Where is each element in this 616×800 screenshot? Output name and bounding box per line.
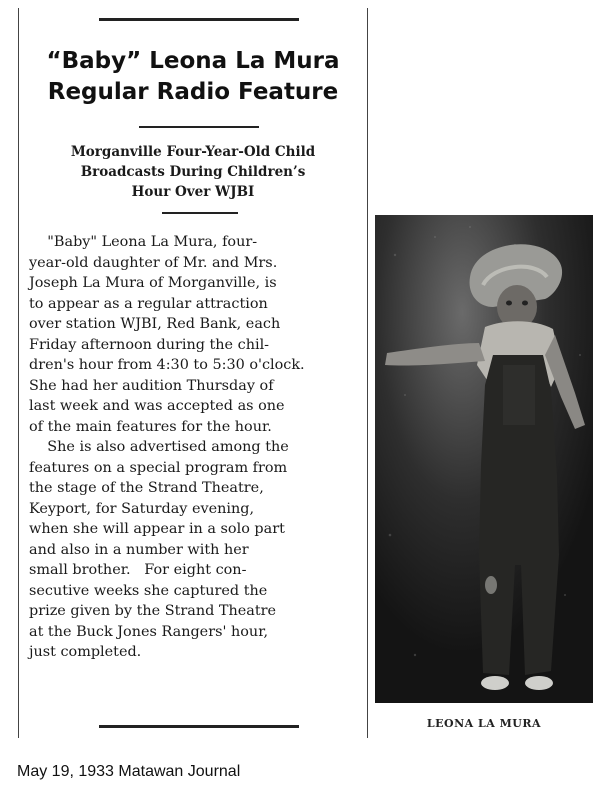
child-photo <box>375 215 593 703</box>
headline-divider <box>139 126 259 128</box>
headline-line-2: Regular Radio Feature <box>47 79 339 105</box>
body-line: over station WJBI, Red Bank, each <box>29 316 281 332</box>
child-photo-image <box>375 215 593 703</box>
bottom-rule <box>99 725 299 728</box>
body-line: Friday afternoon during the chil- <box>29 336 270 353</box>
body-line: prize given by the Strand Theatre <box>29 603 277 619</box>
source-note: May 19, 1933 Matawan Journal <box>17 763 241 780</box>
headline-line-1: “Baby” Leona La Mura <box>46 48 340 74</box>
body-line: to appear as a regular attraction <box>29 295 268 312</box>
photo-caption: LEONA LA MURA <box>426 717 542 730</box>
body-line: last week and was accepted as one <box>29 398 285 414</box>
body-line: "Baby" Leona La Mura, four- <box>29 234 258 250</box>
body-line: at the Buck Jones Rangers' hour, <box>29 623 269 640</box>
body-line: small brother. For eight con- <box>29 562 247 578</box>
subhead-line-1: Morganville Four-Year-Old Child <box>70 144 316 160</box>
body-line: year-old daughter of Mr. and Mrs. <box>29 254 278 271</box>
body-line: She is also advertised among the <box>29 439 289 455</box>
subhead-line-3: Hour Over WJBI <box>131 184 255 200</box>
body-line: when she will appear in a solo part <box>29 521 285 537</box>
body-line: secutive weeks she captured the <box>29 582 268 599</box>
body-line: just completed. <box>29 644 142 660</box>
headline <box>19 46 367 108</box>
subhead-line-2: Broadcasts During Children’s <box>80 164 306 180</box>
subhead-divider <box>162 212 238 214</box>
body-line: Keyport, for Saturday evening, <box>29 500 255 517</box>
body-line: She had her audition Thursday of <box>29 377 274 394</box>
body-line: features on a special program from <box>29 459 288 476</box>
subheadline <box>19 142 367 202</box>
body-line: the stage of the Strand Theatre, <box>29 480 264 496</box>
body-line: of the main features for the hour. <box>29 418 272 435</box>
article-body <box>29 232 359 663</box>
body-line: and also in a number with her <box>29 541 249 558</box>
top-rule <box>99 18 299 21</box>
body-line: Joseph La Mura of Morganville, is <box>29 275 277 291</box>
body-line: dren's hour from 4:30 to 5:30 o'clock. <box>29 357 305 373</box>
newspaper-clipping <box>18 8 368 738</box>
